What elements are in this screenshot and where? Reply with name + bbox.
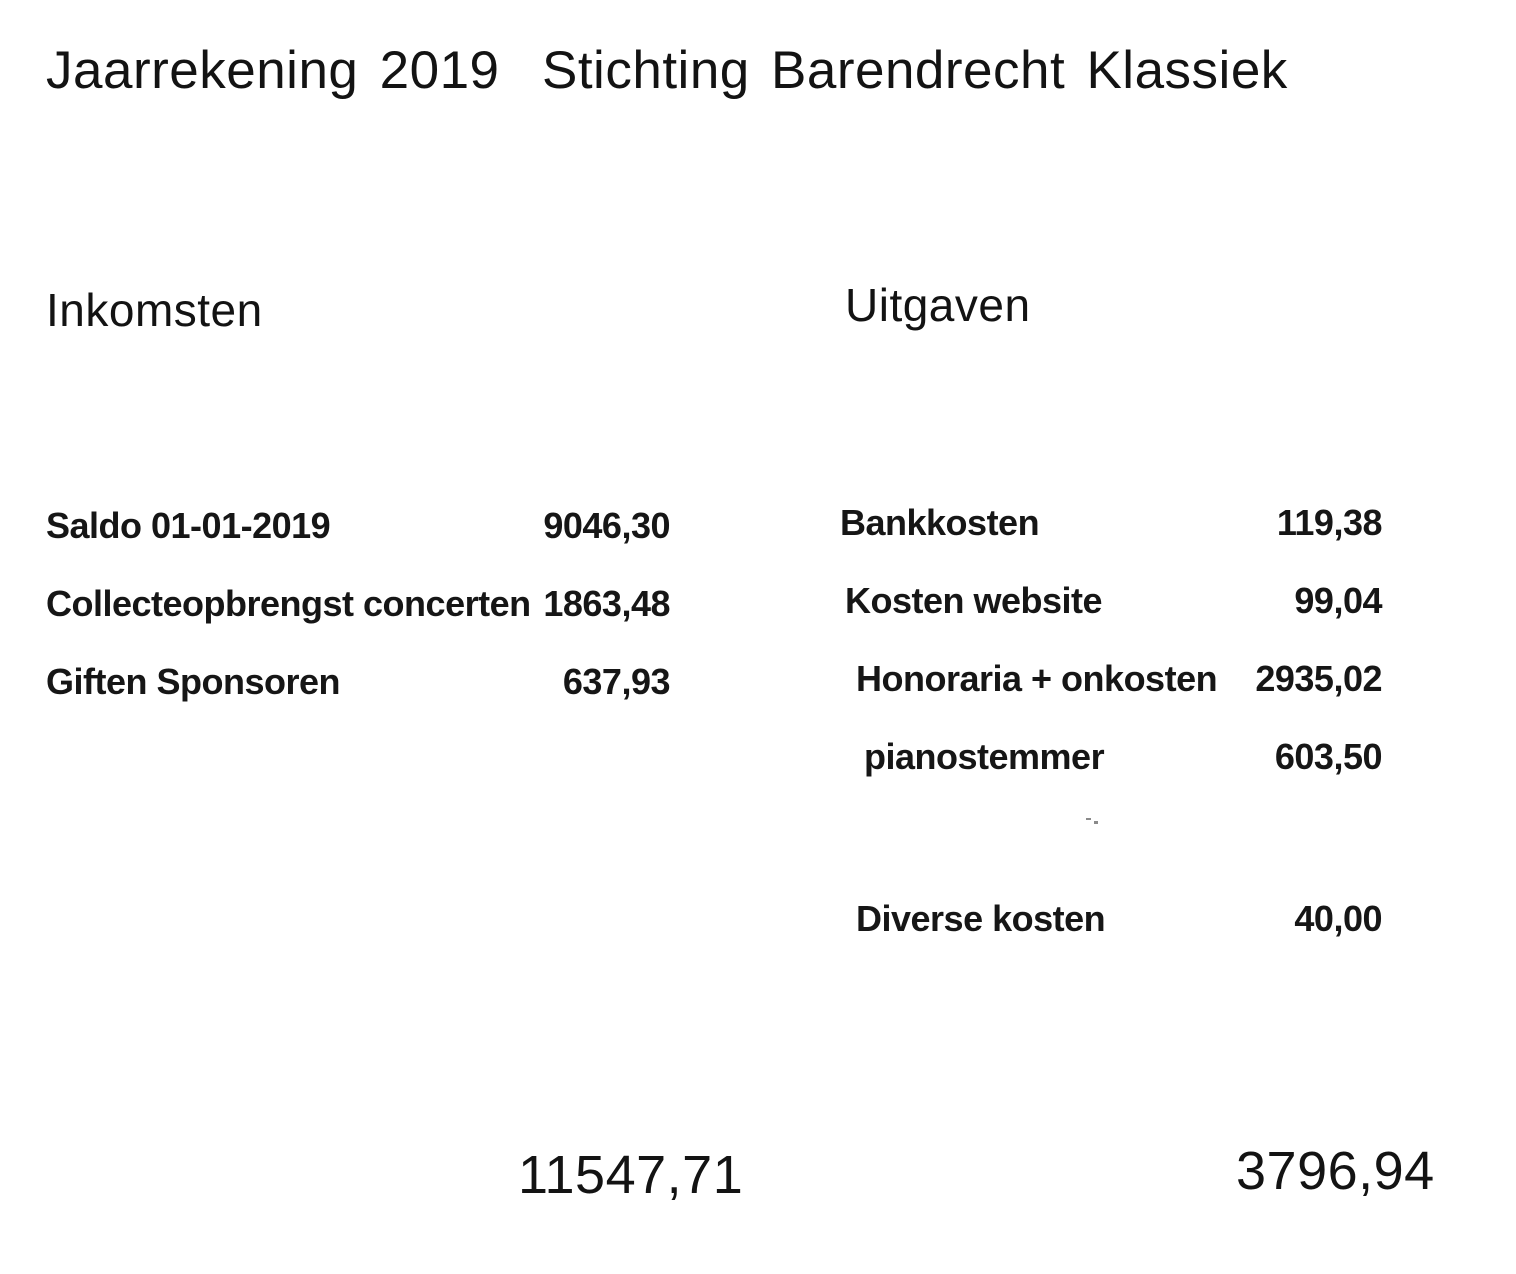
income-row [46,505,670,545]
income-row-value: 9046,30 [543,505,670,546]
income-row-label: Giften Sponsoren [46,661,341,702]
income-heading: Inkomsten [46,284,263,336]
expense-row-label: Kosten website [845,580,1103,621]
income-row-label: Collecteopbrengst concerten [46,583,531,624]
expense-row [840,580,1382,620]
income-total: 11547,71 [518,1145,744,1205]
income-row-value: 637,93 [562,661,670,702]
expenses-total: 3796,94 [1236,1141,1435,1201]
income-row-value: 1863,48 [543,583,670,624]
expense-row-value: 603,50 [1274,736,1382,777]
expense-row-value: 99,04 [1294,580,1382,621]
expense-row-value: 119,38 [1276,502,1382,543]
document-title: Jaarrekening 2019 Stichting Barendrecht Klassiek [46,41,1288,100]
expense-row-value: 40,00 [1294,898,1382,939]
expense-row [840,502,1382,542]
scan-artifact-speck [1086,818,1100,824]
expense-row-label: Diverse kosten [856,898,1106,939]
income-row-label: Saldo 01-01-2019 [46,505,331,546]
expenses-heading: Uitgaven [845,279,1031,331]
income-rows [46,505,670,739]
expense-rows [840,502,1382,976]
expense-row [840,658,1382,698]
income-row [46,583,670,623]
expense-row-value: 2935,02 [1255,658,1382,699]
expense-row-label: Honoraria + onkosten [856,658,1218,699]
expense-row-label: Bankkosten [840,502,1040,543]
expense-row [840,898,1382,938]
expense-row-label: pianostemmer [864,736,1105,777]
expense-row [840,736,1382,776]
income-row [46,661,670,701]
